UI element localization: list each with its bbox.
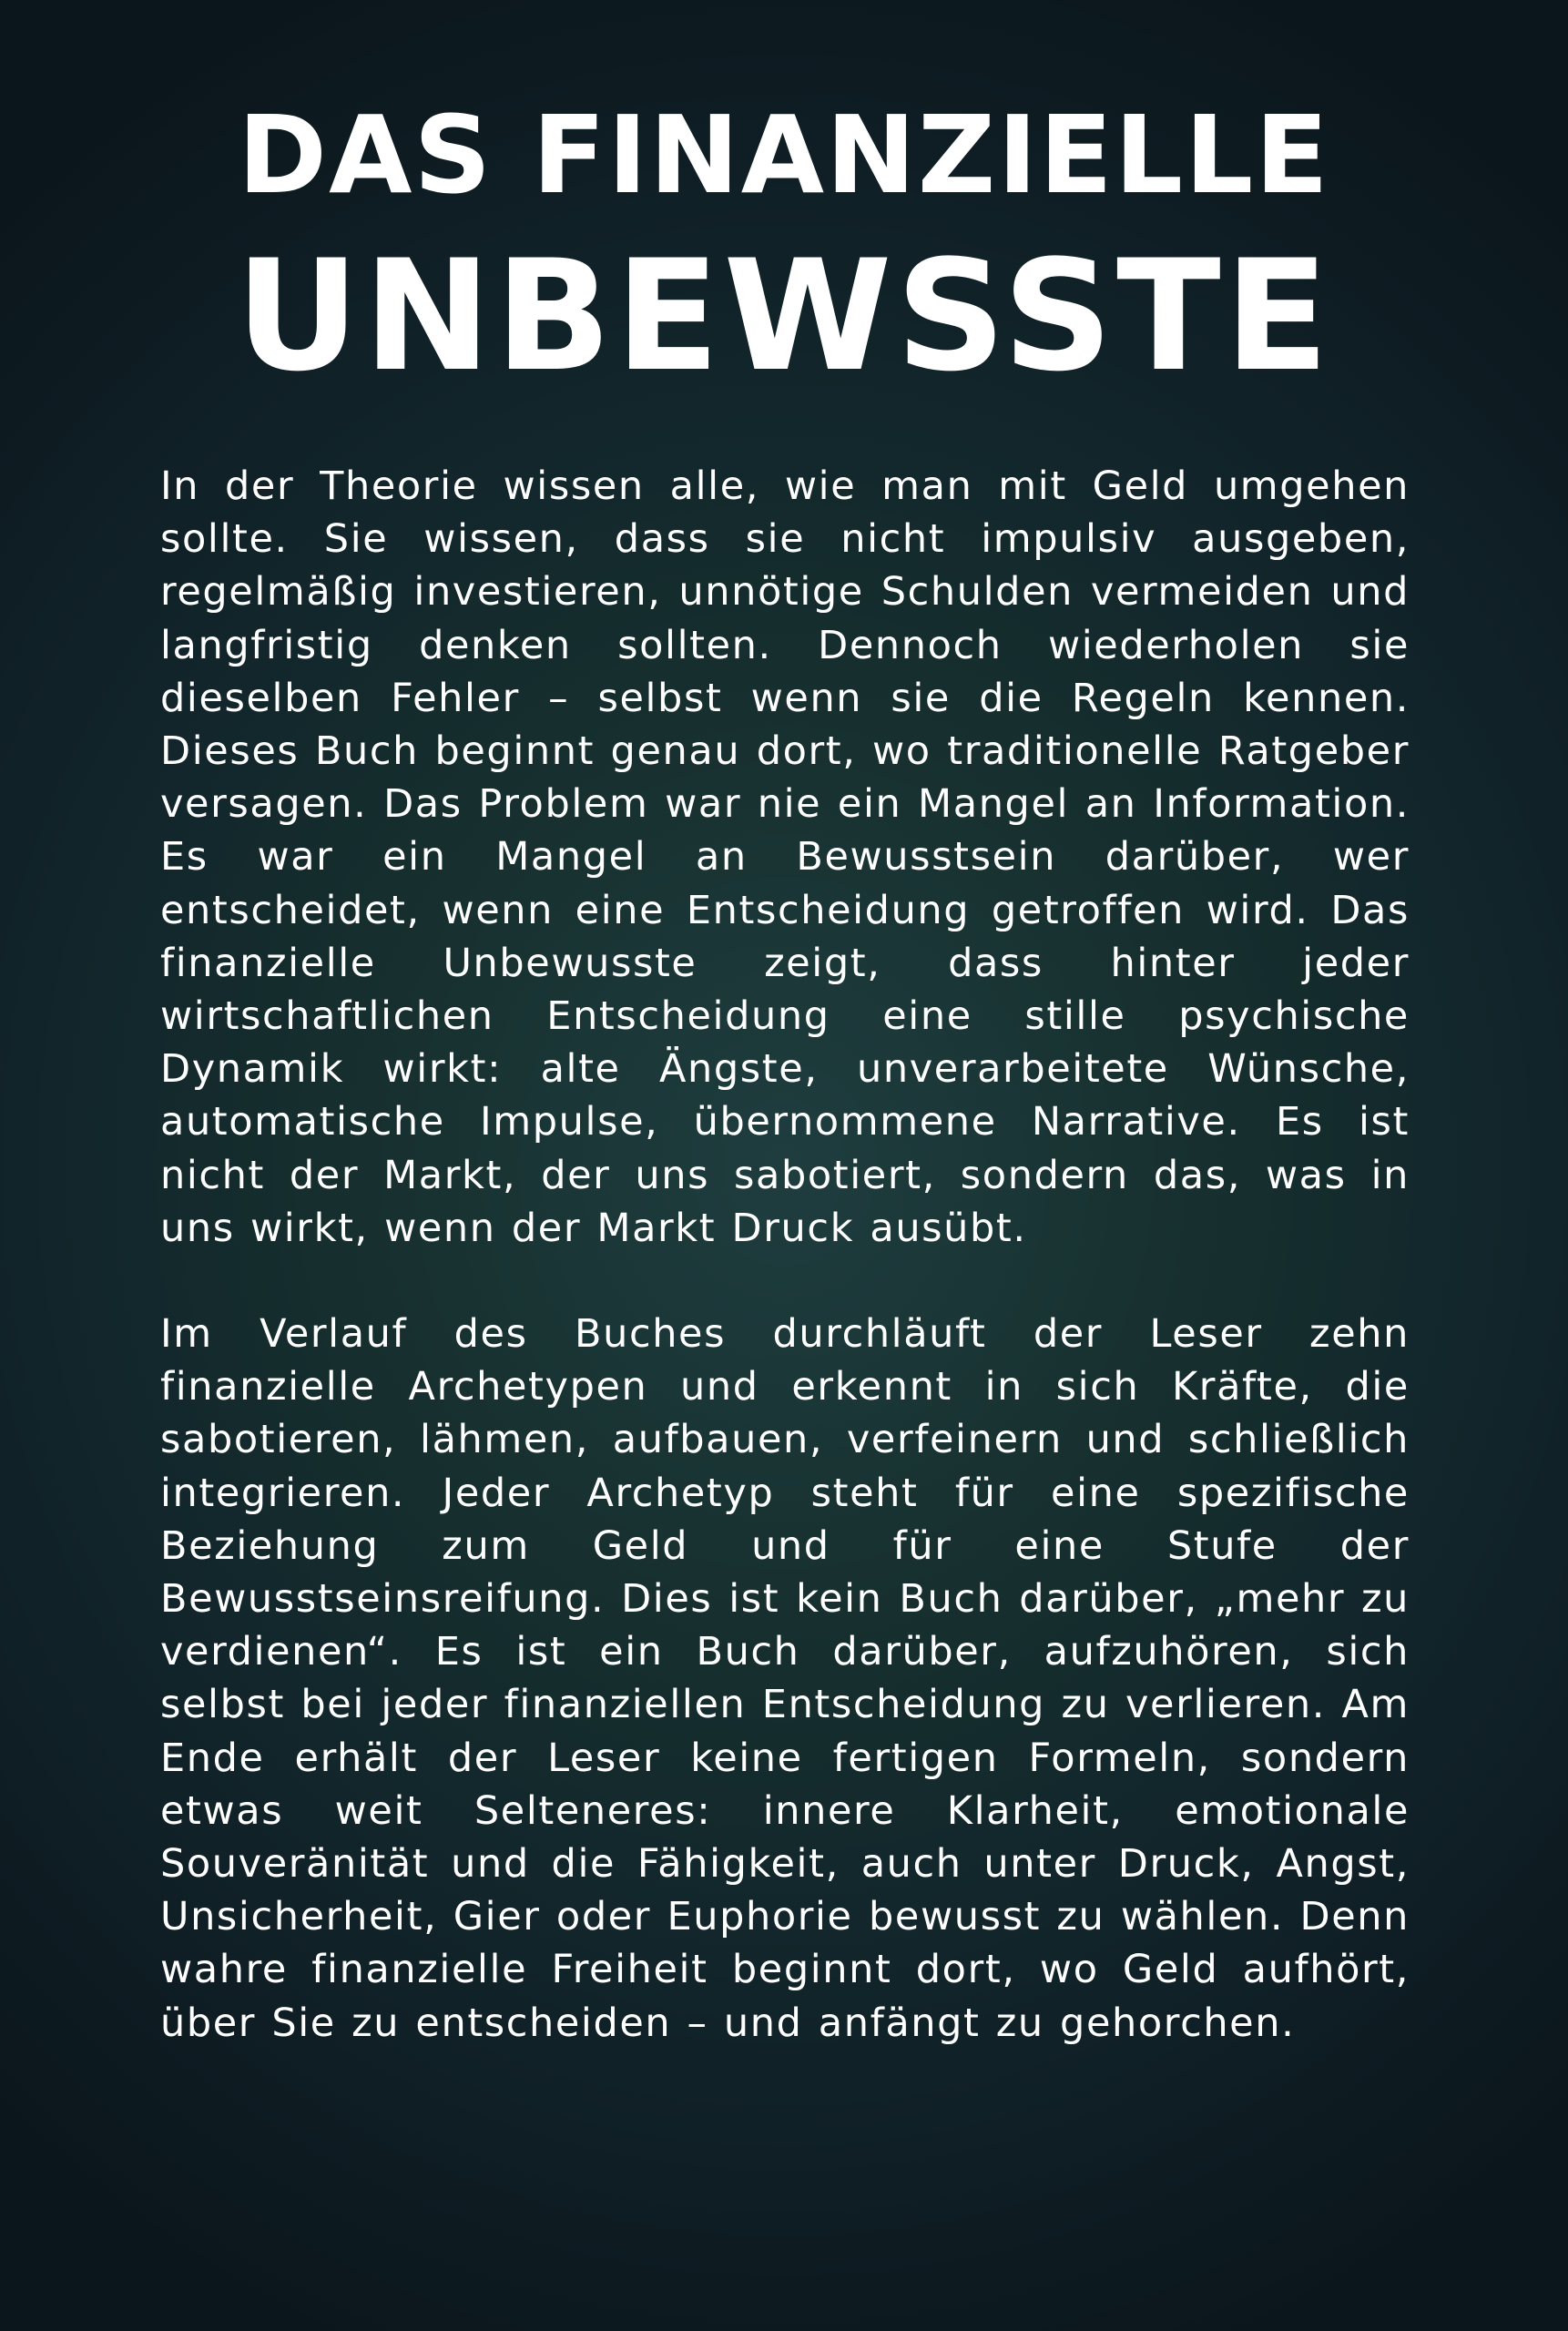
blurb-text: [160, 460, 1410, 2050]
title-line-1: DAS FINANZIELLE: [238, 92, 1330, 218]
blurb-paragraph-2: Im Verlauf des Buches durchläuft der Leser zehn finanzielle Archetypen und erkennt in sich Kräfte, die sabotieren, lähmen, aufbauen, verfeinern und schließlich integrieren. Jeder Archetyp steht für eine spezifische Beziehung zum Geld und für eine Stufe der Bewusstseinsreifung. Dies ist kein Buch darüber, „mehr zu verdienen“. Es ist ein Buch darüber, aufzuhören, sich selbst bei jeder finanziellen Entscheidung zu verlieren. Am Ende erhält der Leser keine fertigen Formeln, sondern etwas weit Selteneres: innere Klarheit, emotionale Souveränität und die Fähigkeit, auch unter Druck, Angst, Unsicherheit, Gier oder Euphorie bewusst zu wählen. Denn wahre finanzielle Freiheit beginnt dort, wo Geld aufhört, über Sie zu entscheiden – und anfängt zu gehorchen.: [160, 1311, 1410, 2046]
title-line-2: UNBEWSSTE: [235, 227, 1333, 405]
title-block: [0, 91, 1568, 405]
blurb-paragraph-1: In der Theorie wissen alle, wie man mit Geld umgehen sollte. Sie wissen, dass sie nicht impulsiv ausgeben, regelmäßig investieren, unnötige Schulden vermeiden und langfristig denken sollten. Dennoch wiederholen sie dieselben Fehler – selbst wenn sie die Regeln kennen. Dieses Buch beginnt genau dort, wo traditionelle Ratgeber versagen. Das Problem war nie ein Mangel an Information. Es war ein Mangel an Bewusstsein darüber, wer entscheidet, wenn eine Entscheidung getroffen wird. Das finanzielle Unbewusste zeigt, dass hinter jeder wirtschaftlichen Entscheidung eine stille psychische Dynamik wirkt: alte Ängste, unverarbeitete Wünsche, automatische Impulse, übernommene Narrative. Es ist nicht der Markt, der uns sabotiert, sondern das, was in uns wirkt, wenn der Markt Druck ausübt.: [160, 463, 1410, 1251]
